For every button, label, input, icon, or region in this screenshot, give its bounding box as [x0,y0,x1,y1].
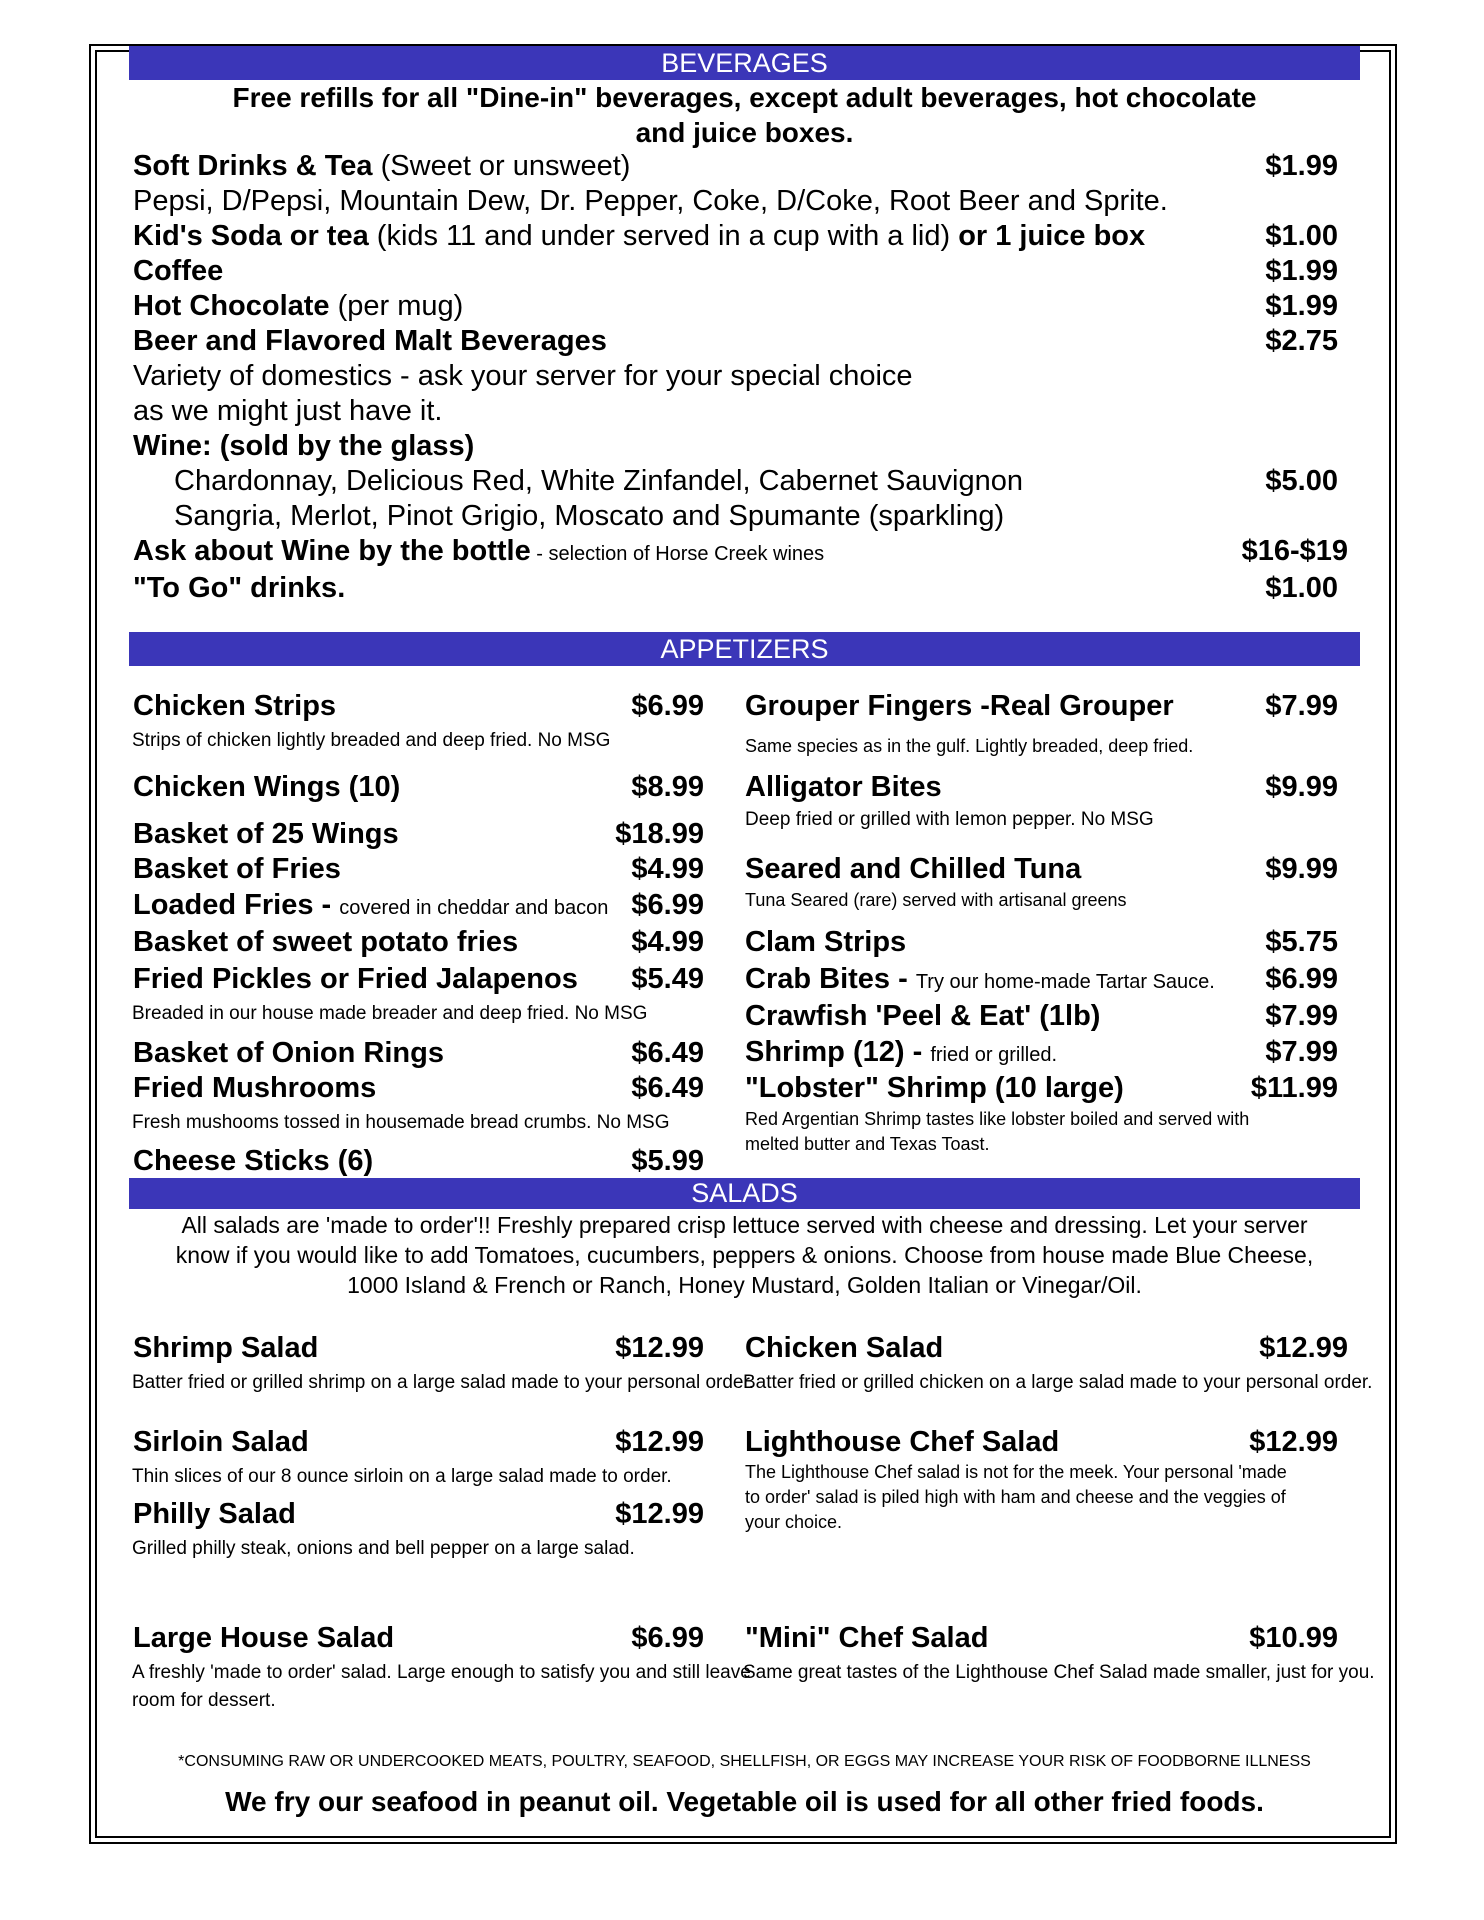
coffee-price: $1.99 [1265,255,1338,287]
salad-name: "Mini" Chef Salad [745,1622,989,1654]
app-item-name: Chicken Strips [133,690,337,722]
app-item-price: $6.99 [1265,963,1338,995]
wine-list-2: Sangria, Merlot, Pinot Grigio, Moscato and Spumante (sparkling) [174,500,1005,532]
app-item-name: Grouper Fingers -Real Grouper [745,690,1174,722]
app-item-title [133,889,608,922]
salad-name: Lighthouse Chef Salad [745,1426,1060,1458]
app-item-desc: Tuna Seared (rare) served with artisanal greens [745,890,1127,910]
app-item-note: covered in cheddar and bacon [339,897,609,919]
salad-price: $12.99 [615,1332,704,1364]
app-item-name: Clam Strips [745,926,907,958]
soft-drinks-title [133,150,630,183]
beer-price: $2.75 [1265,325,1338,357]
frying-oil-note: We fry our seafood in peanut oil. Vegetable oil is used for all other fried foods. [225,1786,1264,1817]
soft-drinks-list: Pepsi, D/Pepsi, Mountain Dew, Dr. Pepper, Coke, D/Coke, Root Beer and Sprite. [133,185,1168,217]
app-item-name: Fried Pickles or Fried Jalapenos [133,963,578,995]
app-item-name: Shrimp (12) - [745,1036,931,1068]
salad-desc: Batter fried or grilled chicken on a large salad made to your personal order. [743,1372,1373,1393]
hot-chocolate-name: Hot Chocolate [133,290,330,322]
salad-name: Philly Salad [133,1498,296,1530]
app-item-note: Try our home-made Tartar Sauce. [915,971,1215,993]
salads-header: SALADS [129,1178,1360,1209]
salad-desc-2: to order' salad is piled high with ham and cheese and the veggies of [745,1487,1286,1507]
salads-intro-line-2: know if you would like to add Tomatoes, cucumbers, peppers & onions. Choose from house made Blue Cheese, [175,1242,1314,1268]
refill-note [129,80,1360,150]
wine-price: $5.00 [1265,465,1338,497]
app-item-price: $6.99 [631,690,704,722]
hot-chocolate-note: (per mug) [329,290,464,322]
app-item-price: $4.99 [631,853,704,885]
app-item-name: "Lobster" Shrimp (10 large) [745,1072,1124,1104]
salad-price: $6.99 [631,1622,704,1654]
app-item-price: $5.75 [1265,926,1338,958]
hot-chocolate-price: $1.99 [1265,290,1338,322]
app-item-desc: Strips of chicken lightly breaded and deep fried. No MSG [132,730,611,751]
app-item-price: $6.49 [631,1072,704,1104]
app-item-price: $9.99 [1265,771,1338,803]
app-item-price: $7.99 [1265,690,1338,722]
to-go-price: $1.00 [1265,572,1338,604]
soft-drinks-note: (Sweet or unsweet) [372,150,631,182]
app-item-price: $5.99 [631,1145,704,1177]
salad-desc: Thin slices of our 8 ounce sirloin on a large salad made to order. [132,1466,672,1487]
wine-bottle-name: Ask about Wine by the bottle [133,535,531,567]
soft-drinks-name: Soft Drinks & Tea [133,150,373,182]
app-item-title [745,1036,1057,1069]
kids-drink-or: or 1 juice box [958,220,1146,252]
refill-line-2: and juice boxes. [635,117,854,148]
salad-price: $12.99 [1249,1426,1338,1458]
app-item-price: $5.49 [631,963,704,995]
salad-name: Sirloin Salad [133,1426,309,1458]
app-item-name: Seared and Chilled Tuna [745,853,1082,885]
salads-intro-line-3: 1000 Island & French or Ranch, Honey Mustard, Golden Italian or Vinegar/Oil. [347,1272,1142,1298]
salad-price: $12.99 [615,1498,704,1530]
kids-drink-note: (kids 11 and under served in a cup with a lid) [368,220,959,252]
app-item-price: $18.99 [615,818,704,850]
app-item-price: $6.49 [631,1037,704,1069]
app-item-price: $6.99 [631,889,704,921]
app-item-desc: Breaded in our house made breader and deep fried. No MSG [132,1003,648,1024]
app-item-name: Basket of 25 Wings [133,818,399,850]
salads-intro-line-1: All salads are 'made to order'!! Freshly prepared crisp lettuce served with cheese and dressing. Let your server [181,1212,1308,1238]
salad-desc-1: The Lighthouse Chef salad is not for the meek. Your personal 'made [745,1462,1287,1482]
app-item-desc: Fresh mushooms tossed in housemade bread crumbs. No MSG [132,1112,670,1133]
app-item-name: Chicken Wings (10) [133,771,401,803]
salad-name: Chicken Salad [745,1332,944,1364]
salad-desc-2: room for dessert. [132,1690,276,1711]
app-item-price: $7.99 [1265,1036,1338,1068]
salad-price: $12.99 [615,1426,704,1458]
salad-desc-1: A freshly 'made to order' salad. Large enough to satisfy you and still leave [132,1662,751,1683]
app-item-desc-1: Red Argentian Shrimp tastes like lobster boiled and served with [745,1109,1250,1129]
appetizers-header: APPETIZERS [129,632,1360,666]
kids-drink-price: $1.00 [1265,220,1338,252]
beer-desc-1: Variety of domestics - ask your server for your special choice [133,360,913,392]
app-item-name: Basket of Onion Rings [133,1037,444,1069]
kids-drink-title [133,220,1145,253]
salad-name: Shrimp Salad [133,1332,319,1364]
app-item-name: Alligator Bites [745,771,942,803]
app-item-name: Basket of sweet potato fries [133,926,519,958]
wine-name: Wine: (sold by the glass) [133,430,475,462]
app-item-price: $11.99 [1250,1072,1338,1104]
hot-chocolate-title [133,290,463,323]
coffee-name: Coffee [133,255,224,287]
salad-desc: Grilled philly steak, onions and bell pepper on a large salad. [132,1538,635,1559]
salad-price: $10.99 [1249,1622,1338,1654]
app-item-name: Cheese Sticks (6) [133,1145,374,1177]
app-item-name: Basket of Fries [133,853,341,885]
salad-desc-3: your choice. [745,1512,843,1532]
app-item-name: Loaded Fries - [133,889,340,921]
app-item-name: Crawfish 'Peel & Eat' (1lb) [745,1000,1101,1032]
app-item-note: fried or grilled. [930,1044,1058,1066]
beer-desc-2: as we might just have it. [133,395,443,427]
wine-bottle-price: $16-$19 [1241,535,1348,567]
app-item-desc-2: melted butter and Texas Toast. [745,1134,990,1154]
app-item-name: Fried Mushrooms [133,1072,377,1104]
app-item-price: $8.99 [631,771,704,803]
to-go-name: "To Go" drinks. [133,572,346,604]
refill-line-1: Free refills for all "Dine-in" beverages, except adult beverages, hot chocolate [232,82,1257,113]
salads-intro [129,1210,1360,1300]
salad-desc: Batter fried or grilled shrimp on a large salad made to your personal order. [132,1372,755,1393]
wine-bottle-note: - selection of Horse Creek wines [530,543,825,565]
app-item-title [745,963,1215,996]
salad-price: $12.99 [1259,1332,1348,1364]
wine-list-1: Chardonnay, Delicious Red, White Zinfandel, Cabernet Sauvignon [174,465,1024,497]
raw-food-warning: *CONSUMING RAW OR UNDERCOOKED MEATS, POULTRY, SEAFOOD, SHELLFISH, OR EGGS MAY INCREASE YOUR RISK OF FOODBORNE ILLNESS [178,1753,1311,1770]
app-item-price: $9.99 [1265,853,1338,885]
app-item-desc: Same species as in the gulf. Lightly breaded, deep fried. [745,736,1194,756]
app-item-name: Crab Bites - [745,963,916,995]
salad-name: Large House Salad [133,1622,395,1654]
app-item-price: $7.99 [1265,1000,1338,1032]
beverages-header: BEVERAGES [129,46,1360,80]
soft-drinks-price: $1.99 [1265,150,1338,182]
kids-drink-name: Kid's Soda or tea [133,220,369,252]
app-item-price: $4.99 [631,926,704,958]
wine-bottle-title [133,535,824,568]
salad-desc: Same great tastes of the Lighthouse Chef Salad made smaller, just for you. [743,1662,1375,1683]
beer-name: Beer and Flavored Malt Beverages [133,325,607,357]
app-item-desc: Deep fried or grilled with lemon pepper. No MSG [745,809,1154,830]
